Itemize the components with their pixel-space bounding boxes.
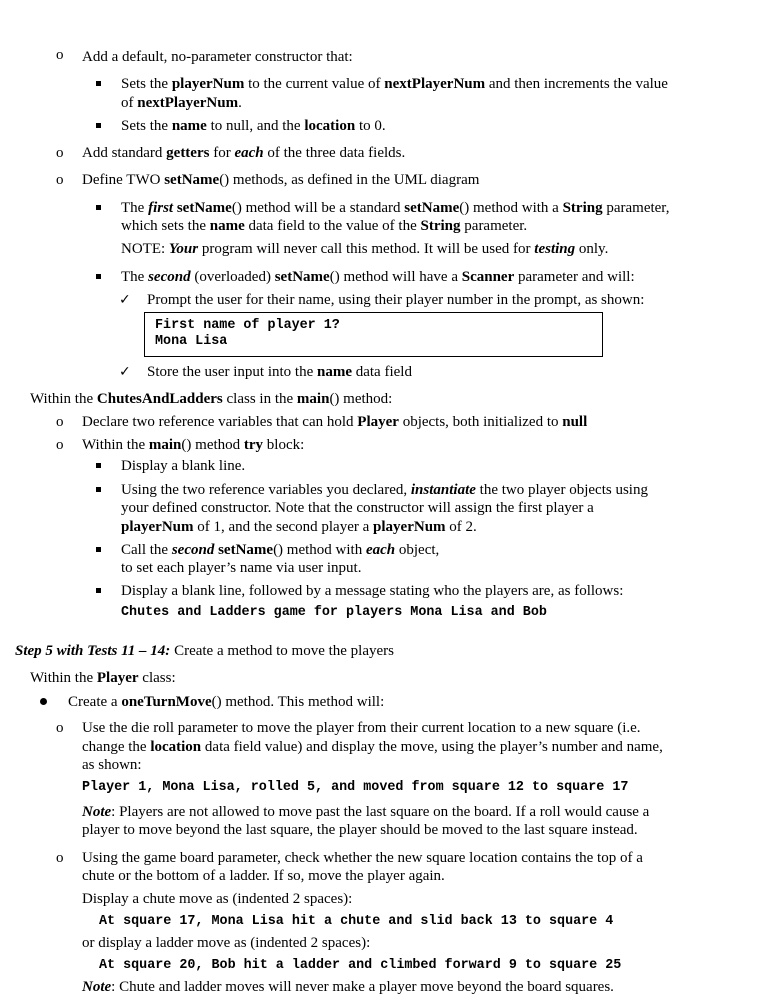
text-segment: At square 17, Mona Lisa hit a chute and slid back 13 to square 4: [99, 914, 614, 929]
text-line: [82, 719, 641, 737]
square-bullet-icon: [96, 205, 101, 210]
text-segment: Within the: [30, 391, 97, 407]
text-segment: to 0.: [355, 118, 386, 134]
text-segment: NOTE:: [121, 241, 169, 257]
text-line: [121, 481, 648, 499]
text-segment: of 1, and the second player a: [193, 519, 374, 535]
text-segment: nextPlayerNum: [384, 76, 486, 92]
text-line: [82, 849, 643, 867]
text-segment: change the: [82, 739, 151, 755]
text-segment: oneTurnMove: [121, 694, 212, 710]
text-segment: The: [121, 269, 149, 285]
text-segment: Use the die roll parameter to move the player from their current location to a new square (i.e.: [82, 720, 641, 736]
text-segment: Step 5 with Tests 11 – 14:: [15, 643, 171, 659]
text-line: [30, 390, 392, 408]
text-line: [82, 934, 370, 952]
text-line: [82, 738, 663, 756]
circle-bullet-icon: o: [56, 145, 64, 161]
text-segment: Using the two reference variables you declared,: [121, 482, 411, 498]
text-segment: Add a default, no-parameter constructor that:: [82, 49, 353, 65]
text-segment: each: [365, 542, 396, 558]
text-segment: The: [121, 200, 149, 216]
text-line: [121, 94, 242, 112]
text-line: [82, 756, 142, 774]
console-text: [99, 957, 621, 975]
text-segment: Define TWO: [82, 172, 165, 188]
square-bullet-icon: [96, 123, 101, 128]
text-line: [121, 559, 361, 577]
text-segment: Note: [82, 979, 112, 995]
text-segment: name: [209, 218, 245, 234]
text-segment: program will never call this method. It will be used for: [198, 241, 535, 257]
text-segment: () methods, as defined in the UML diagram: [219, 172, 480, 188]
checkmark-icon: ✓: [119, 364, 131, 380]
text-segment: your defined constructor. Note that the constructor will assign the first player a: [121, 500, 594, 516]
circle-bullet-icon: o: [56, 47, 64, 63]
text-segment: the two player objects using: [475, 482, 648, 498]
text-segment: Prompt the user for their name, using their player number in the prompt, as shown:: [147, 292, 645, 308]
text-segment: At square 20, Bob hit a ladder and climbed forward 9 to square 25: [99, 958, 622, 973]
text-line: [82, 821, 638, 839]
text-segment: First name of player 1?: [155, 318, 340, 333]
text-line: [121, 499, 594, 517]
console-text: [121, 604, 547, 622]
text-segment: of: [121, 95, 138, 111]
text-segment: as shown:: [82, 757, 142, 773]
checkmark-icon: ✓: [119, 292, 131, 308]
text-segment: Call the: [121, 542, 172, 558]
text-segment: setName: [164, 172, 220, 188]
text-line: [121, 199, 669, 217]
circle-bullet-icon: o: [56, 437, 64, 453]
console-text: [82, 779, 628, 797]
text-segment: Using the game board parameter, check whether the new square location contains the top of a: [82, 850, 643, 866]
text-line: [82, 436, 304, 454]
text-segment: parameter.: [460, 218, 528, 234]
text-segment: Player 1, Mona Lisa, rolled 5, and moved from square 12 to square 17: [82, 780, 629, 795]
text-segment: () method will have a: [329, 269, 462, 285]
text-segment: first: [148, 200, 174, 216]
text-segment: Scanner: [461, 269, 515, 285]
text-segment: player to move beyond the last square, the player should be moved to the last square instead.: [82, 822, 638, 838]
circle-bullet-icon: o: [56, 414, 64, 430]
text-segment: () method with a: [459, 200, 563, 216]
text-segment: getters: [166, 145, 210, 161]
text-segment: class in the: [222, 391, 297, 407]
text-segment: main: [148, 437, 182, 453]
square-bullet-icon: [96, 487, 101, 492]
text-line: [121, 457, 245, 475]
text-segment: () method will be a standard: [231, 200, 405, 216]
console-text: [99, 913, 613, 931]
text-line: [82, 803, 649, 821]
text-segment: String: [420, 218, 461, 234]
text-segment: try: [243, 437, 264, 453]
text-segment: Display a chute move as (indented 2 spaces):: [82, 891, 353, 907]
text-line: [82, 48, 353, 66]
text-segment: for: [209, 145, 235, 161]
text-segment: Mona Lisa: [155, 334, 228, 349]
text-segment: setName: [274, 269, 330, 285]
square-bullet-icon: [96, 81, 101, 86]
text-segment: instantiate: [410, 482, 476, 498]
text-segment: ChutesAndLadders: [96, 391, 223, 407]
text-line: [147, 363, 412, 381]
section-heading: [15, 642, 394, 660]
disc-bullet-icon: [40, 698, 47, 705]
text-segment: Within the: [82, 437, 149, 453]
text-segment: Player: [96, 670, 139, 686]
text-segment: name: [171, 118, 207, 134]
square-bullet-icon: [96, 547, 101, 552]
text-line: [68, 693, 384, 711]
text-line: [121, 75, 668, 93]
text-segment: of 2.: [445, 519, 477, 535]
text-segment: parameter,: [602, 200, 670, 216]
text-line: [121, 240, 608, 258]
text-segment: Sets the: [121, 118, 172, 134]
text-segment: () method. This method will:: [211, 694, 385, 710]
text-line: [82, 867, 445, 885]
text-line: [121, 582, 623, 600]
text-segment: objects, both initialized to: [398, 414, 563, 430]
text-segment: data field value) and display the move, using the player’s number and name,: [201, 739, 663, 755]
text-line: [121, 117, 386, 135]
text-segment: Declare two reference variables that can hold: [82, 414, 358, 430]
text-segment: (overloaded): [190, 269, 275, 285]
text-line: [121, 268, 635, 286]
text-segment: Note: [82, 804, 112, 820]
text-segment: setName: [218, 542, 274, 558]
text-segment: name: [316, 364, 352, 380]
circle-bullet-icon: o: [56, 850, 64, 866]
text-segment: to the current value of: [244, 76, 385, 92]
text-segment: which sets the: [121, 218, 210, 234]
text-segment: playerNum: [373, 519, 446, 535]
text-line: [82, 978, 614, 996]
text-segment: Chutes and Ladders game for players Mona Lisa and Bob: [121, 605, 547, 620]
square-bullet-icon: [96, 588, 101, 593]
text-segment: to set each player’s name via user input.: [121, 560, 362, 576]
text-segment: and then increments the value: [485, 76, 668, 92]
text-segment: .: [238, 95, 242, 111]
text-segment: Add standard: [82, 145, 167, 161]
text-segment: location: [304, 118, 356, 134]
text-segment: : Players are not allowed to move past the last square on the board. If a roll would cause a: [111, 804, 650, 820]
text-segment: String: [562, 200, 603, 216]
text-segment: parameter and will:: [514, 269, 635, 285]
text-segment: data field to the value of the: [244, 218, 421, 234]
text-segment: () method: [181, 437, 244, 453]
text-segment: second: [171, 542, 215, 558]
text-segment: only.: [575, 241, 609, 257]
text-segment: () method with: [273, 542, 366, 558]
text-segment: Create a: [68, 694, 122, 710]
text-segment: second: [148, 269, 191, 285]
text-segment: playerNum: [171, 76, 245, 92]
text-segment: object,: [395, 542, 440, 558]
text-segment: nextPlayerNum: [137, 95, 239, 111]
text-segment: Sets the: [121, 76, 172, 92]
text-segment: Display a blank line.: [121, 458, 246, 474]
text-segment: setName: [404, 200, 460, 216]
text-segment: data field: [351, 364, 412, 380]
text-segment: playerNum: [121, 519, 194, 535]
text-segment: or display a ladder move as (indented 2 spaces):: [82, 935, 371, 951]
circle-bullet-icon: o: [56, 172, 64, 188]
text-segment: Store the user input into the: [147, 364, 317, 380]
text-segment: main: [296, 391, 330, 407]
text-line: [121, 518, 477, 536]
text-segment: () method:: [329, 391, 393, 407]
text-line: [121, 217, 527, 235]
text-line: [82, 890, 352, 908]
console-text: [155, 333, 227, 351]
text-line: [30, 669, 176, 687]
text-segment: setName: [176, 200, 232, 216]
text-segment: : Chute and ladder moves will never make a player move beyond the board squares.: [111, 979, 614, 995]
text-line: [82, 144, 405, 162]
text-segment: location: [150, 739, 202, 755]
text-segment: class:: [138, 670, 176, 686]
text-segment: to null, and the: [206, 118, 305, 134]
text-segment: Player: [357, 414, 399, 430]
text-segment: Display a blank line, followed by a message stating who the players are, as follows:: [121, 583, 624, 599]
text-segment: Within the: [30, 670, 97, 686]
text-segment: Create a method to move the players: [170, 643, 394, 659]
text-segment: testing: [534, 241, 576, 257]
text-segment: chute or the bottom of a ladder. If so, move the player again.: [82, 868, 445, 884]
text-line: [121, 541, 439, 559]
square-bullet-icon: [96, 274, 101, 279]
text-segment: null: [562, 414, 588, 430]
text-segment: of the three data fields.: [263, 145, 406, 161]
text-segment: each: [234, 145, 264, 161]
circle-bullet-icon: o: [56, 720, 64, 736]
text-line: [147, 291, 644, 309]
square-bullet-icon: [96, 463, 101, 468]
text-segment: Your: [168, 241, 199, 257]
text-segment: block:: [263, 437, 305, 453]
text-line: [82, 171, 479, 189]
text-line: [82, 413, 587, 431]
